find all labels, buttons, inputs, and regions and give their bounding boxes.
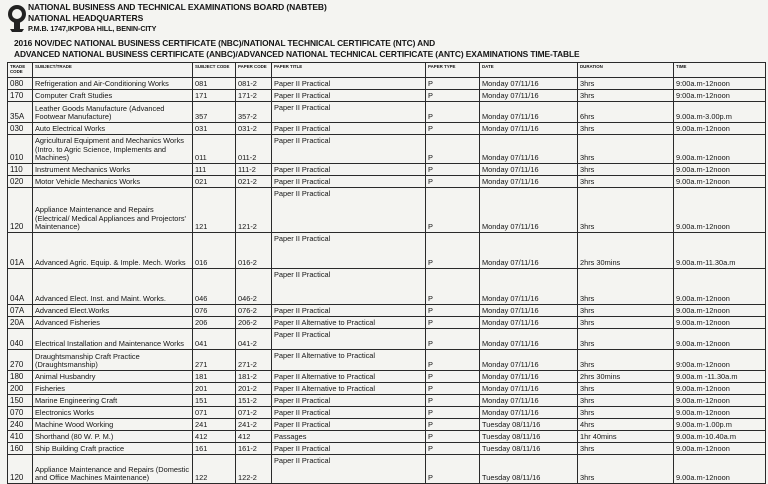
column-header: TIME	[674, 63, 766, 78]
column-header: PAPER CODE	[236, 63, 272, 78]
time-cell: 9.00a.m-12noon	[674, 305, 766, 317]
address: P.M.B. 1747,IKPOBA HILL, BENIN-CITY	[28, 24, 157, 33]
table-row	[8, 305, 766, 317]
paper-code-cell: 412	[236, 431, 272, 443]
trade-code-cell: 170	[8, 90, 33, 102]
paper-type-cell: P	[426, 90, 480, 102]
duration-cell: 3hrs	[578, 329, 674, 350]
date-cell: Monday 07/11/16	[480, 233, 578, 269]
paper-title-cell: Paper II Practical	[272, 176, 426, 188]
time-cell: 9.00a.m-12noon	[674, 407, 766, 419]
table-row	[8, 102, 766, 123]
paper-type-cell: P	[426, 317, 480, 329]
paper-title-cell: Paper II Practical	[272, 305, 426, 317]
time-cell: 9.00a.m-12noon	[674, 443, 766, 455]
subject-cell: Electronics Works	[33, 407, 193, 419]
time-cell: 9.00a.m-12noon	[674, 164, 766, 176]
table-row	[8, 135, 766, 164]
paper-type-cell: P	[426, 419, 480, 431]
paper-type-cell: P	[426, 350, 480, 371]
trade-code-cell: 020	[8, 176, 33, 188]
paper-type-cell: P	[426, 102, 480, 123]
trade-code-cell: 35A	[8, 102, 33, 123]
subject-cell: Leather Goods Manufacture (Advanced Footwear Manufacture)	[33, 102, 193, 123]
date-cell: Monday 07/11/16	[480, 269, 578, 305]
paper-title-cell: Paper II Practical	[272, 164, 426, 176]
paper-type-cell: P	[426, 407, 480, 419]
time-cell: 9.00a.m-12noon	[674, 455, 766, 484]
subject-code-cell: 181	[193, 371, 236, 383]
duration-cell: 3hrs	[578, 455, 674, 484]
table-row	[8, 188, 766, 233]
date-cell: Tuesday 08/11/16	[480, 455, 578, 484]
subject-cell: Advanced Fisheries	[33, 317, 193, 329]
paper-title-cell: Paper II Practical	[272, 455, 426, 484]
column-header: TRADE CODE	[8, 63, 33, 78]
paper-type-cell: P	[426, 305, 480, 317]
subject-code-cell: 081	[193, 78, 236, 90]
date-cell: Monday 07/11/16	[480, 102, 578, 123]
subject-cell: Draughtsmanship Craft Practice (Draughtsmanship)	[33, 350, 193, 371]
trade-code-cell: 010	[8, 135, 33, 164]
table-row	[8, 176, 766, 188]
duration-cell: 3hrs	[578, 407, 674, 419]
paper-type-cell: P	[426, 164, 480, 176]
paper-title-cell: Paper II Alternative to Practical	[272, 383, 426, 395]
table-row	[8, 233, 766, 269]
trade-code-cell: 160	[8, 443, 33, 455]
time-cell: 9.00a.m-1.00p.m	[674, 419, 766, 431]
paper-type-cell: P	[426, 443, 480, 455]
nabteb-logo-icon	[6, 3, 28, 33]
date-cell: Tuesday 08/11/16	[480, 443, 578, 455]
paper-type-cell: P	[426, 395, 480, 407]
subject-code-cell: 041	[193, 329, 236, 350]
paper-code-cell: 121-2	[236, 188, 272, 233]
subject-cell: Refrigeration and Air-Conditioning Works	[33, 78, 193, 90]
paper-code-cell: 241-2	[236, 419, 272, 431]
subject-cell: Appliance Maintenance and Repairs (Electrical/ Medical Appliances and Projectors' Maintenance)	[33, 188, 193, 233]
table-row	[8, 78, 766, 90]
date-cell: Monday 07/11/16	[480, 135, 578, 164]
paper-code-cell: 021-2	[236, 176, 272, 188]
paper-title-cell: Paper II Practical	[272, 407, 426, 419]
paper-code-cell: 271-2	[236, 350, 272, 371]
subject-cell: Ship Building Craft practice	[33, 443, 193, 455]
date-cell: Tuesday 08/11/16	[480, 419, 578, 431]
paper-type-cell: P	[426, 431, 480, 443]
subject-code-cell: 171	[193, 90, 236, 102]
subject-cell: Agricultural Equipment and Mechanics Works (Intro. to Agric Science, Implements and Machines)	[33, 135, 193, 164]
paper-title-cell: Paper II Practical	[272, 329, 426, 350]
paper-type-cell: P	[426, 233, 480, 269]
table-row	[8, 329, 766, 350]
duration-cell: 1hr 40mins	[578, 431, 674, 443]
subject-cell: Instrument Mechanics Works	[33, 164, 193, 176]
column-header: SUBJECT CODE	[193, 63, 236, 78]
trade-code-cell: 070	[8, 407, 33, 419]
date-cell: Monday 07/11/16	[480, 350, 578, 371]
trade-code-cell: 040	[8, 329, 33, 350]
subject-cell: Motor Vehicle Mechanics Works	[33, 176, 193, 188]
paper-type-cell: P	[426, 269, 480, 305]
time-cell: 9.00a.m-11.30a.m	[674, 233, 766, 269]
date-cell: Monday 07/11/16	[480, 329, 578, 350]
paper-code-cell: 122-2	[236, 455, 272, 484]
trade-code-cell: 150	[8, 395, 33, 407]
paper-title-cell: Paper II Practical	[272, 123, 426, 135]
time-cell: 9:00a.m-12noon	[674, 90, 766, 102]
trade-code-cell: 110	[8, 164, 33, 176]
duration-cell: 3hrs	[578, 164, 674, 176]
trade-code-cell: 07A	[8, 305, 33, 317]
subject-code-cell: 412	[193, 431, 236, 443]
paper-code-cell: 151-2	[236, 395, 272, 407]
subject-cell: Machine Wood Working	[33, 419, 193, 431]
duration-cell: 3hrs	[578, 90, 674, 102]
subject-code-cell: 021	[193, 176, 236, 188]
paper-code-cell: 046-2	[236, 269, 272, 305]
table-row	[8, 455, 766, 484]
paper-type-cell: P	[426, 188, 480, 233]
paper-title-cell: Paper II Practical	[272, 419, 426, 431]
subject-cell: Shorthand (80 W. P. M.)	[33, 431, 193, 443]
paper-title-cell: Paper II Alternative to Practical	[272, 371, 426, 383]
subject-code-cell: 357	[193, 102, 236, 123]
trade-code-cell: 04A	[8, 269, 33, 305]
paper-code-cell: 206-2	[236, 317, 272, 329]
subject-code-cell: 161	[193, 443, 236, 455]
subject-cell: Auto Electrical Works	[33, 123, 193, 135]
date-cell: Monday 07/11/16	[480, 176, 578, 188]
duration-cell: 2hrs 30mins	[578, 233, 674, 269]
time-cell: 9.00a.m-12noon	[674, 329, 766, 350]
subject-cell: Advanced Agric. Equip. & Imple. Mech. Works	[33, 233, 193, 269]
date-cell: Monday 07/11/16	[480, 305, 578, 317]
duration-cell: 3hrs	[578, 188, 674, 233]
paper-code-cell: 201-2	[236, 383, 272, 395]
paper-code-cell: 076-2	[236, 305, 272, 317]
table-row	[8, 443, 766, 455]
column-header: SUBJECT/TRADE	[33, 63, 193, 78]
paper-title-cell: Paper II Practical	[272, 269, 426, 305]
subject-code-cell: 206	[193, 317, 236, 329]
date-cell: Monday 07/11/16	[480, 371, 578, 383]
time-cell: 9.00a.m-12noon	[674, 317, 766, 329]
paper-code-cell: 357-2	[236, 102, 272, 123]
timetable-body	[8, 78, 766, 484]
duration-cell: 3hrs	[578, 78, 674, 90]
subject-code-cell: 016	[193, 233, 236, 269]
subject-cell: Animal Husbandry	[33, 371, 193, 383]
date-cell: Monday 07/11/16	[480, 188, 578, 233]
board-name: NATIONAL BUSINESS AND TECHNICAL EXAMINATIONS BOARD (NABTEB)	[28, 2, 327, 12]
paper-title-cell: Paper II Practical	[272, 102, 426, 123]
trade-code-cell: 200	[8, 383, 33, 395]
column-header: DATE	[480, 63, 578, 78]
trade-code-cell: 20A	[8, 317, 33, 329]
paper-type-cell: P	[426, 123, 480, 135]
table-row	[8, 123, 766, 135]
table-header-row	[8, 63, 766, 78]
paper-code-cell: 171-2	[236, 90, 272, 102]
subject-cell: Marine Engineering Craft	[33, 395, 193, 407]
paper-code-cell: 161-2	[236, 443, 272, 455]
duration-cell: 3hrs	[578, 123, 674, 135]
time-cell: 9.00a.m-10.40a.m	[674, 431, 766, 443]
headquarters-label: NATIONAL HEADQUARTERS	[28, 13, 144, 23]
trade-code-cell: 080	[8, 78, 33, 90]
duration-cell: 6hrs	[578, 102, 674, 123]
timetable-title-line2: ADVANCED NATIONAL BUSINESS CERTIFICATE (ANBC)/ADVANCED NATIONAL TECHNICAL CERTIFICATE (ANTC) EXAMINATIONS TIME-TABLE	[14, 49, 580, 59]
table-row	[8, 395, 766, 407]
table-row	[8, 431, 766, 443]
duration-cell: 3hrs	[578, 350, 674, 371]
subject-cell: Advanced Elect.Works	[33, 305, 193, 317]
paper-type-cell: P	[426, 455, 480, 484]
subject-code-cell: 111	[193, 164, 236, 176]
paper-title-cell: Paper II Practical	[272, 90, 426, 102]
trade-code-cell: 030	[8, 123, 33, 135]
subject-code-cell: 271	[193, 350, 236, 371]
subject-code-cell: 122	[193, 455, 236, 484]
time-cell: 9.00a.m-12noon	[674, 176, 766, 188]
date-cell: Tuesday 08/11/16	[480, 431, 578, 443]
time-cell: 9.00a.m-12noon	[674, 395, 766, 407]
paper-code-cell: 111-2	[236, 164, 272, 176]
trade-code-cell: 120	[8, 188, 33, 233]
duration-cell: 3hrs	[578, 176, 674, 188]
subject-code-cell: 071	[193, 407, 236, 419]
time-cell: 9.00a.m-3.00p.m	[674, 102, 766, 123]
paper-title-cell: Paper II Practical	[272, 233, 426, 269]
date-cell: Monday 07/11/16	[480, 78, 578, 90]
subject-code-cell: 151	[193, 395, 236, 407]
paper-title-cell: Paper II Alternative to Practical	[272, 350, 426, 371]
column-header: DURATION	[578, 63, 674, 78]
duration-cell: 3hrs	[578, 135, 674, 164]
paper-type-cell: P	[426, 78, 480, 90]
time-cell: 9:00a.m-12noon	[674, 78, 766, 90]
trade-code-cell: 180	[8, 371, 33, 383]
column-header: PAPER TITLE	[272, 63, 426, 78]
paper-code-cell: 031-2	[236, 123, 272, 135]
subject-cell: Fisheries	[33, 383, 193, 395]
paper-title-cell: Paper II Practical	[272, 443, 426, 455]
duration-cell: 3hrs	[578, 395, 674, 407]
table-row	[8, 90, 766, 102]
date-cell: Monday 07/11/16	[480, 123, 578, 135]
paper-code-cell: 011-2	[236, 135, 272, 164]
paper-title-cell: Paper II Practical	[272, 78, 426, 90]
paper-title-cell: Paper II Practical	[272, 395, 426, 407]
subject-cell: Electrical Installation and Maintenance Works	[33, 329, 193, 350]
paper-code-cell: 181-2	[236, 371, 272, 383]
date-cell: Monday 07/11/16	[480, 383, 578, 395]
time-cell: 9.00a.m -11.30a.m	[674, 371, 766, 383]
table-row	[8, 164, 766, 176]
trade-code-cell: 270	[8, 350, 33, 371]
duration-cell: 3hrs	[578, 269, 674, 305]
time-cell: 9.00a.m-12noon	[674, 135, 766, 164]
date-cell: Monday 07/11/16	[480, 164, 578, 176]
time-cell: 9:00a.m-12noon	[674, 350, 766, 371]
subject-code-cell: 011	[193, 135, 236, 164]
time-cell: 9.00a.m-12noon	[674, 383, 766, 395]
paper-type-cell: P	[426, 135, 480, 164]
table-row	[8, 407, 766, 419]
table-row	[8, 350, 766, 371]
date-cell: Monday 07/11/16	[480, 395, 578, 407]
time-cell: 9.00a.m-12noon	[674, 269, 766, 305]
subject-code-cell: 076	[193, 305, 236, 317]
time-cell: 9.00a.m-12noon	[674, 188, 766, 233]
duration-cell: 3hrs	[578, 383, 674, 395]
table-row	[8, 317, 766, 329]
paper-title-cell: Paper II Alternative to Practical	[272, 317, 426, 329]
paper-code-cell: 071-2	[236, 407, 272, 419]
column-header: PAPER TYPE	[426, 63, 480, 78]
trade-code-cell: 410	[8, 431, 33, 443]
subject-cell: Advanced Elect. Inst. and Maint. Works.	[33, 269, 193, 305]
trade-code-cell: 01A	[8, 233, 33, 269]
paper-code-cell: 041-2	[236, 329, 272, 350]
duration-cell: 4hrs	[578, 419, 674, 431]
timetable-title-line1: 2016 NOV/DEC NATIONAL BUSINESS CERTIFICATE (NBC)/NATIONAL TECHNICAL CERTIFICATE (NTC) AND	[14, 38, 436, 48]
timetable-table	[7, 62, 766, 484]
paper-type-cell: P	[426, 176, 480, 188]
subject-cell: Computer Craft Studies	[33, 90, 193, 102]
duration-cell: 3hrs	[578, 317, 674, 329]
subject-code-cell: 241	[193, 419, 236, 431]
paper-title-cell: Paper II Practical	[272, 135, 426, 164]
paper-type-cell: P	[426, 371, 480, 383]
paper-code-cell: 016-2	[236, 233, 272, 269]
subject-code-cell: 201	[193, 383, 236, 395]
trade-code-cell: 120	[8, 455, 33, 484]
duration-cell: 3hrs	[578, 443, 674, 455]
date-cell: Monday 07/11/16	[480, 317, 578, 329]
subject-cell: Appliance Maintenance and Repairs (Domestic and Office Machines Maintenance)	[33, 455, 193, 484]
subject-code-cell: 031	[193, 123, 236, 135]
paper-code-cell: 081-2	[236, 78, 272, 90]
table-row	[8, 269, 766, 305]
paper-title-cell: Paper II Practical	[272, 188, 426, 233]
time-cell: 9.00a.m-12noon	[674, 123, 766, 135]
table-row	[8, 419, 766, 431]
trade-code-cell: 240	[8, 419, 33, 431]
duration-cell: 2hrs 30mins	[578, 371, 674, 383]
date-cell: Monday 07/11/16	[480, 90, 578, 102]
paper-title-cell: Passages	[272, 431, 426, 443]
subject-code-cell: 121	[193, 188, 236, 233]
subject-code-cell: 046	[193, 269, 236, 305]
paper-type-cell: P	[426, 329, 480, 350]
date-cell: Monday 07/11/16	[480, 407, 578, 419]
table-row	[8, 383, 766, 395]
paper-type-cell: P	[426, 383, 480, 395]
duration-cell: 3hrs	[578, 305, 674, 317]
table-row	[8, 371, 766, 383]
